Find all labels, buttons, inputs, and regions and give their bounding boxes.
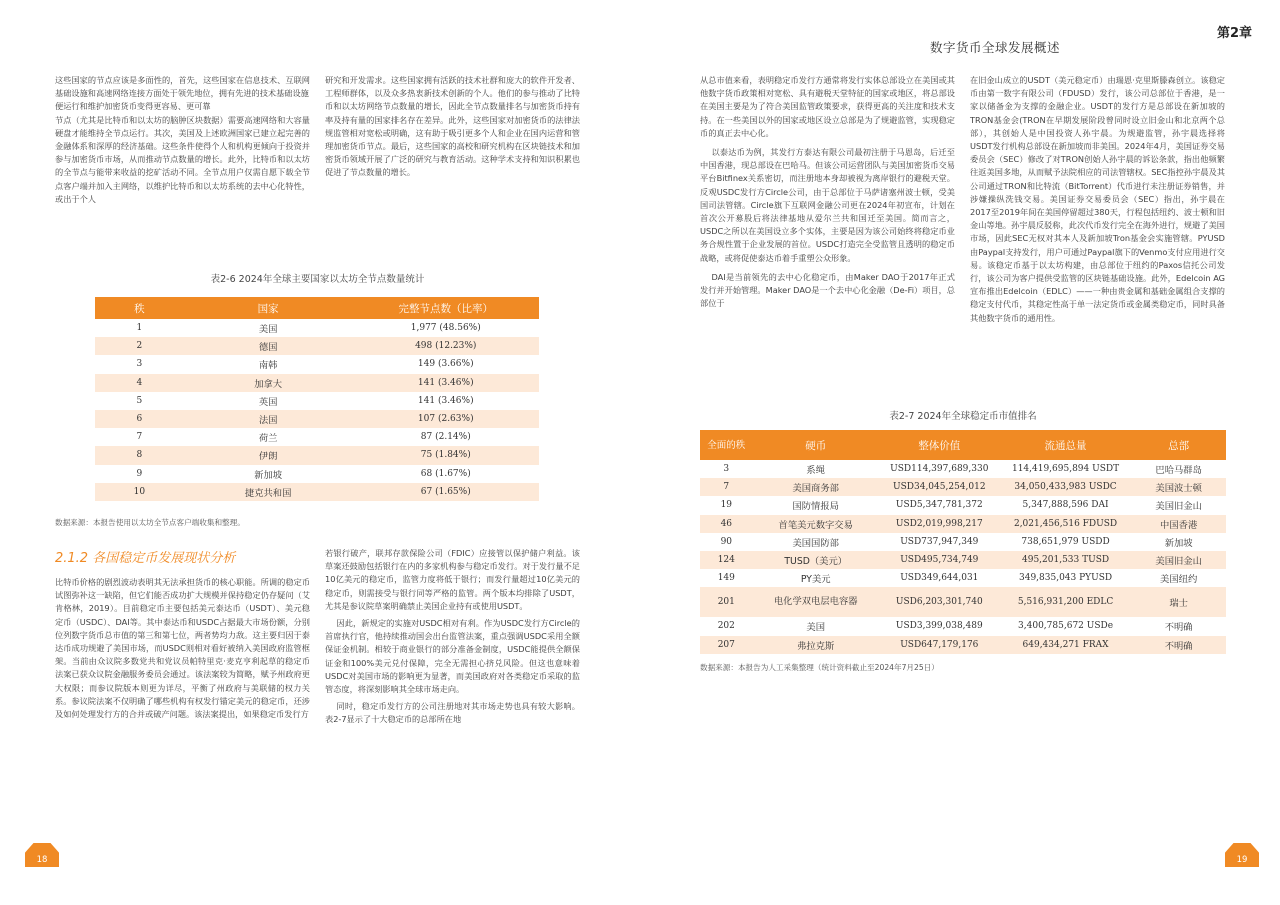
- coin-cell: TUSD（美元）: [753, 551, 879, 569]
- column-header: 完整节点数（比率）: [353, 297, 539, 319]
- rank-cell: 3: [723, 464, 730, 475]
- country-cell: 美国: [258, 324, 278, 336]
- left-column-3: [55, 576, 310, 721]
- table-header-row: [700, 430, 1226, 460]
- coin-cell: 弗拉克斯: [753, 636, 879, 654]
- country-cell: 德国: [184, 337, 353, 355]
- table-row: [700, 636, 1226, 654]
- paragraph: 研究和开发需求。这些国家拥有活跃的技术社群和庞大的软件开发者、工程师群体，以及众多热衷新技术创新的个人。他们的参与推动了比特币和以太坊网络节点数量的增长，因此全节点数量排名与加密货币持有率及持有量的国家排名存在差异。此外，这些国家对加密货币的法律法规监管相对宽松或明确，这有助于吸引更多个人和企业在国内运营和管理加密货币节点。最后，这些国家的高校和研究机构在区块链技术和加密货币领域开展了广泛的研究与教育活动。这种学术支持和知识积累也促进了节点数量的增长。: [325, 75, 580, 178]
- rank-cell: 7: [700, 478, 753, 496]
- paragraph: 从总市值来看，表明稳定币发行方通常将发行实体总部设立在美国或其他数字货币政策相对宽松、具有避税天堂特征的国家或地区，将总部设在美国主要是为了符合美国监管政策要求，获得更高的关注度和技术支持。在一些美国以外的国家或地区设立总部是为了规避监管，实现稳定币的真正去中心化。: [700, 75, 955, 138]
- right-column-2: [970, 74, 1225, 325]
- supply-cell: 5,516,931,200 EDLC: [1000, 587, 1132, 617]
- right-column-1: [700, 74, 955, 310]
- left-column-4: [325, 547, 580, 727]
- nodes-cell: 87 (2.14%): [420, 432, 471, 443]
- column-header: 流通总量: [1000, 430, 1132, 460]
- coin-cell: 电化学双电层电容器: [753, 587, 879, 617]
- hq-cell: 不明确: [1131, 636, 1226, 654]
- value-cell: USD495,734,749: [879, 551, 1000, 569]
- country-cell: 英国: [258, 396, 278, 408]
- page-number: 18: [36, 855, 48, 865]
- column-header: 整体价值: [879, 430, 1000, 460]
- country-cell: 捷克共和国: [184, 483, 353, 501]
- coin-cell: 首笔美元数字交易: [753, 515, 879, 533]
- country-cell: 伊朗: [184, 446, 353, 464]
- left-column-1: [55, 74, 310, 206]
- rank-cell: 201: [700, 587, 753, 617]
- country-cell: 加拿大: [184, 374, 353, 392]
- rank-cell: 46: [700, 515, 753, 533]
- hq-cell: 美国波士顿: [1131, 478, 1226, 496]
- chapter-title: 数字货币全球发展概述: [930, 40, 1061, 55]
- value-cell: USD2,019,998,217: [879, 515, 1000, 533]
- supply-cell: 3,400,785,672 USDe: [1018, 621, 1114, 632]
- table-row: [700, 587, 1226, 617]
- supply-cell: 738,651,979 USDD: [1021, 536, 1110, 547]
- paragraph: 比特币价格的剧烈波动表明其无法承担货币的核心职能。所调的稳定币试图弥补这一缺陷，但它们能否成功扩大规模并保持稳定仍存疑问（艾肯格林，2019）。目前稳定币主要包括美元泰达币（USDT）、美元稳定币（USDC）、DAI等。其中泰达币和USDC占据最大市场份额，分别位列数字货币总市值的第三和第七位，两者势均力敌。这主要归因于泰达币成功规避了美国市场，而USDC则相对看好被纳入美国政府监管框架。当前由众议院多数党共和党议员帕特里克·麦克亨利起草的稳定币法案已获众议院金融服务委员会通过。该法案较为简略，赋予州政府更大权限；而参议院版本则更为详尽，平衡了州政府与美联储的权力关系。参议院法案不仅明确了哪些机构有权发行锚定美元的稳定币，还涉及如何处理发行方的合并或破产问题。该法案提出，如果稳定币发行方: [55, 577, 310, 720]
- column-header: 总部: [1131, 430, 1226, 460]
- rank-cell: 149: [717, 573, 735, 584]
- value-cell: USD114,397,689,330: [890, 464, 989, 475]
- rank-cell: 7: [136, 432, 143, 443]
- column-header: 秩: [95, 297, 184, 319]
- table-caption: 表2-6 2024年全球主要国家以太坊全节点数量统计: [210, 274, 425, 285]
- left-column-2: [325, 74, 580, 180]
- paragraph: 因此，新规定的实施对USDC相对有利。作为USDC发行方Circle的首席执行官，他持续推动国会出台监管法案，重点强调USDC采用全额保证金机制。相较于商业银行的部分准备金制度，USDC能提供全额保证金和100%美元兑付保障，完全无需担心挤兑风险。但这也意味着USDC对美国市场的影响更为显著，而美国政府对各类稳定币采取的监管态度，将深刻影响其全球市场走向。: [325, 618, 580, 695]
- rank-cell: 202: [717, 621, 735, 632]
- paragraph: 以泰达币为例，其发行方泰达有限公司最初注册于马恩岛，后迁至中国香港，现总部设在巴哈马。但该公司运营团队与美国加密货币交易平台Bitfinex关系密切，而注册地本身却被视为离岸银行的避税天堂。反观USDC发行方Circle公司，由于总部位于马萨诸塞州波士顿，受美国司法管辖。Circle旗下互联网金融公司更在2024年初宣布，计划在首次公开募股后将法律基地从爱尔兰共和国迁至美国。简而言之，USDC之所以在美国设立多个实体，主要是因为该公司始终将稳定币业务合规性置于企业发展的首位。USDC打造完全受监管且透明的稳定币战略，或将促使泰达币着手重塑公众形象。: [700, 147, 955, 263]
- nodes-cell: 141 (3.46%): [417, 395, 474, 406]
- table-row: [700, 460, 1226, 478]
- table-row: [95, 483, 539, 501]
- page-number-badge: [25, 843, 59, 867]
- value-cell: USD5,347,781,372: [895, 500, 983, 511]
- value-cell: USD3,399,038,489: [895, 621, 983, 632]
- rank-cell: 5: [136, 395, 143, 406]
- supply-cell: 114,419,695,894 USDT: [1011, 464, 1120, 475]
- table-row: [700, 515, 1226, 533]
- nodes-cell: 68 (1.67%): [420, 468, 471, 479]
- paragraph: 在旧金山成立的USDT（美元稳定币）由瑞恩·克里斯滕森创立。该稳定币由第一数字有限公司（FDUSD）发行，该公司总部位于香港，是一家以储备金为支撑的金融企业。USDT的发行方是总部设在新加坡的TRON基金会(TRON在早期发展阶段曾同时设立旧金山和北京两个总部），其创始人是中国投资人孙宇晨。为规避监管，孙宇晨选择将USDT发行机构总部设在新加坡而非美国。2024年4月，美国证券交易委员会（SEC）修改了对TRON创始人孙宇晨的诉讼条款，指出他频繁往返美国多地，从而赋予法院相应的司法管辖权。SEC指控孙宇晨及其公司通过TRON和比特流（BitTorrent）代币进行未注册证券销售，并涉嫌操纵洗钱交易。美国证券交易委员会（SEC）指出，孙宇晨在2017至2019年间在美国停留超过380天，行程包括纽约、波士顿和旧金山等地。孙宇晨反驳称，此次代币发行完全在海外进行，规避了美国市场，因此SEC无权对其本人及新加坡Tron基金会实施管辖。PYUSD由Paypal支持发行，用户可通过Paypal旗下的Venmo支付应用进行交易。该稳定币基于以太坊构建，由总部位于纽约的Paxos信托公司发行，该公司为客户提供受监管的区块链基础设施。此外，Edelcoin AG宣布推出Edelcoin（EDLC）——一种由贵金属和基础金属组合支撑的稳定支付代币，其稳定性高于单一法定货币或金属类稳定币，同时具备其他数字货币的通用性。: [970, 75, 1225, 323]
- rank-cell: 1: [136, 323, 143, 334]
- coin-cell: 国防情报局: [792, 501, 839, 513]
- nodes-cell: 149 (3.66%): [417, 359, 474, 370]
- nodes-cell: 1,977 (48.56%): [410, 323, 481, 334]
- coin-cell: 系绳: [806, 465, 826, 477]
- supply-cell: 495,201,533 TUSD: [1000, 551, 1132, 569]
- table-caption: 表2-7 2024年全球稳定币市值排名: [889, 411, 1037, 422]
- page-number: 19: [1236, 855, 1248, 865]
- table-source: 数据来源：本报告为人工采集整理（统计资料截止至2024年7月25日）: [700, 663, 939, 672]
- stablecoin-table: [700, 430, 1226, 654]
- hq-cell: 巴哈马群岛: [1155, 465, 1202, 477]
- table-row: [95, 319, 539, 337]
- country-cell: 新加坡: [254, 469, 283, 481]
- coin-cell: PY美元: [800, 574, 831, 586]
- coin-cell: 美国商务部: [753, 478, 879, 496]
- paragraph: 这些国家的节点应该是多面性的，首先，这些国家在信息技术、互联网基础设施和高速网络连接方面处于领先地位，拥有先进的技术基础设施: [55, 75, 310, 99]
- table-row: [700, 533, 1226, 551]
- table-source: 数据来源：本报告使用以太坊全节点客户端收集和整理。: [55, 518, 245, 527]
- rank-cell: 4: [95, 374, 184, 392]
- table-row: [95, 374, 539, 392]
- value-cell: USD6,203,301,740: [879, 587, 1000, 617]
- column-header: 国家: [184, 297, 353, 319]
- table-header-row: [95, 297, 539, 319]
- table-row: [700, 496, 1226, 514]
- supply-cell: 34,050,433,983 USDC: [1000, 478, 1132, 496]
- paragraph: 同时，稳定币发行方的公司注册地对其市场走势也具有较大影响。表2-7显示了十大稳定币的总部所在地: [325, 701, 580, 725]
- page-number-badge: [1225, 843, 1259, 867]
- table-row: [95, 337, 539, 355]
- rank-cell: 8: [95, 446, 184, 464]
- hq-cell: 美国纽约: [1160, 574, 1198, 586]
- table-row: [700, 551, 1226, 569]
- nodes-cell: 75 (1.84%): [353, 446, 539, 464]
- table-row: [700, 569, 1226, 587]
- value-cell: USD737,947,349: [900, 536, 979, 547]
- paragraph: 节点（尤其是比特币和以太坊的脑肿区块数据）需要高速网络和大容量硬盘才能维持全节点运行。其次，美国及上述欧洲国家已建立起完善的金融体系和深厚的经济基础。这些条件使得个人和机构更倾向于投资并参与加密货币市场，从而推动节点数量的增长。此外，比特币和以太坊的全节点与能带来收益的挖矿活动不同。全节点用户仅需自愿下载全节点客户端并加入主网络，以维护比特币和以太坊系统的去中心化特性，或出于个人: [55, 114, 310, 204]
- chapter-label: 第2章: [1216, 26, 1252, 41]
- hq-cell: 中国香港: [1131, 515, 1226, 533]
- nodes-cell: 107 (2.63%): [353, 410, 539, 428]
- nodes-cell: 141 (3.46%): [353, 374, 539, 392]
- nodes-cell: 67 (1.65%): [353, 483, 539, 501]
- coin-cell: 美国国防部: [792, 537, 839, 549]
- table-row: [95, 410, 539, 428]
- table-row: [95, 392, 539, 410]
- rank-cell: 6: [95, 410, 184, 428]
- rank-cell: 19: [720, 500, 733, 511]
- hq-cell: 不明确: [1164, 622, 1193, 634]
- rank-cell: 90: [720, 536, 733, 547]
- supply-cell: 2,021,456,516 FDUSD: [1000, 515, 1132, 533]
- hq-cell: 瑞士: [1131, 587, 1226, 617]
- rank-cell: 124: [700, 551, 753, 569]
- rank-cell: 2: [95, 337, 184, 355]
- paragraph: 若银行破产，联邦存款保险公司（FDIC）应接管以保护储户利益。该草案还鼓励包括银行在内的多家机构参与稳定币发行。对于发行量不足10亿美元的稳定币，监管力度将低于银行；而发行量超过10亿美元的稳定币，则需接受与银行同等严格的监管。两个版本均排除了USDT，尤其是参议院草案明确禁止美国企业持有或使用USDT。: [325, 548, 580, 611]
- hq-cell: 美国旧金山: [1155, 501, 1202, 513]
- country-cell: 法国: [184, 410, 353, 428]
- right-page: [640, 0, 1280, 905]
- paragraph: DAI是当前领先的去中心化稳定币，由Maker DAO于2017年正式发行并开始管理。Maker DAO是一个去中心化金融（De-Fi）项目，总部位于: [700, 271, 955, 309]
- supply-cell: 5,347,888,596 DAI: [1022, 500, 1109, 511]
- value-cell: USD34,045,254,012: [879, 478, 1000, 496]
- supply-cell: 349,835,043 PYUSD: [1019, 573, 1113, 584]
- table-row: [95, 446, 539, 464]
- value-cell: USD349,644,031: [900, 573, 979, 584]
- rank-cell: 9: [136, 468, 143, 479]
- section-title: 2.1.2 各国稳定币发展现状分析: [55, 551, 236, 566]
- rank-cell: 10: [95, 483, 184, 501]
- country-cell: 南韩: [258, 360, 278, 372]
- value-cell: USD647,179,176: [879, 636, 1000, 654]
- rank-cell: 207: [700, 636, 753, 654]
- table-row: [95, 465, 539, 483]
- ethereum-nodes-table: [95, 297, 539, 501]
- table-row: [95, 428, 539, 446]
- coin-cell: 美国: [806, 622, 826, 634]
- rank-cell: 3: [136, 359, 143, 370]
- country-cell: 荷兰: [258, 433, 278, 445]
- table-row: [700, 617, 1226, 635]
- table-row: [700, 478, 1226, 496]
- column-header: 全面的秩: [700, 430, 753, 460]
- table-row: [95, 355, 539, 373]
- hq-cell: 新加坡: [1164, 537, 1193, 549]
- column-header: 硬币: [753, 430, 879, 460]
- supply-cell: 649,434,271 FRAX: [1000, 636, 1132, 654]
- hq-cell: 美国旧金山: [1131, 551, 1226, 569]
- nodes-cell: 498 (12.23%): [353, 337, 539, 355]
- paragraph: 便运行和维护加密货币变得更容易、更可靠: [55, 101, 211, 112]
